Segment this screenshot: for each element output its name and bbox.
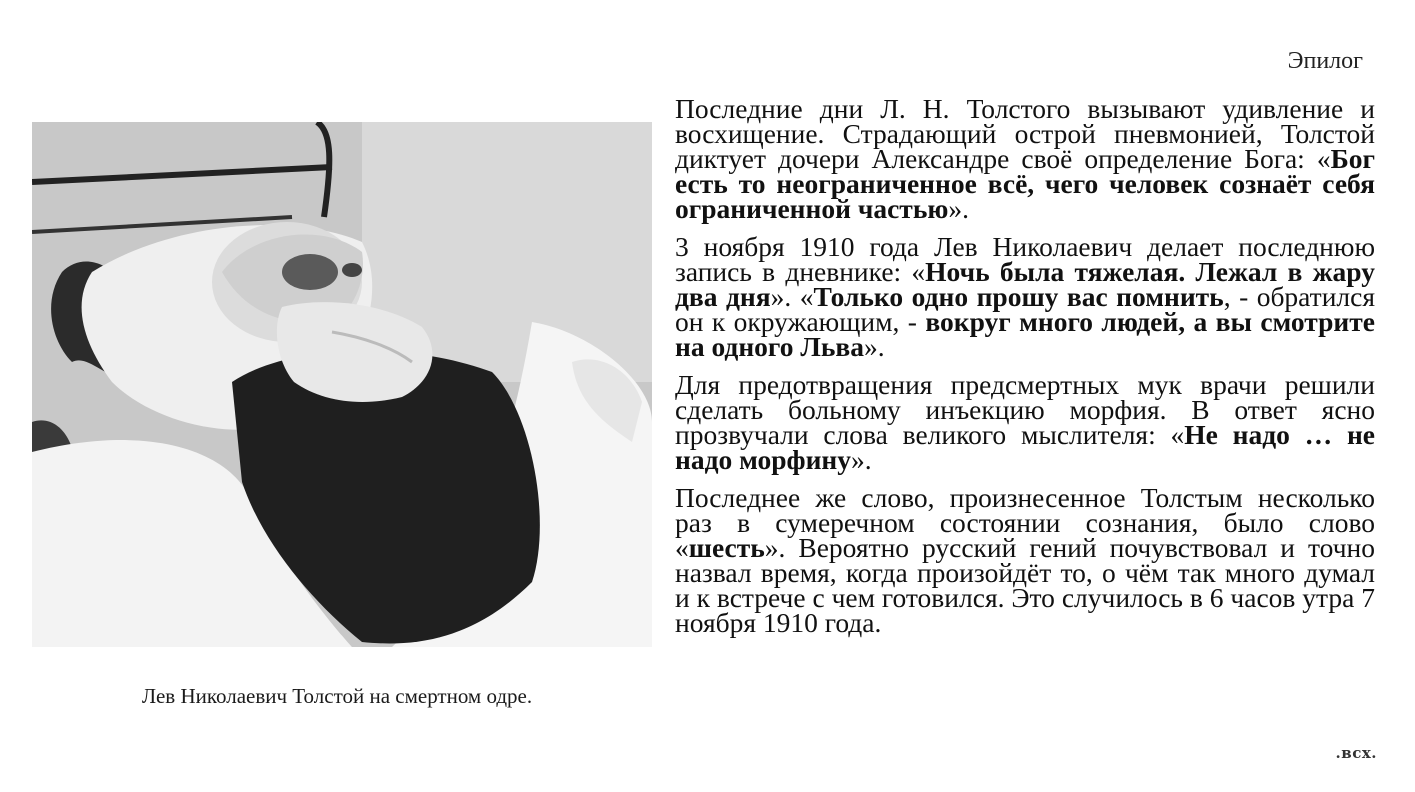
text-span: , - обратился он к окружающим, - [675,281,1375,337]
paragraph-1 [675,93,1375,224]
epilogue-text [675,93,1376,648]
bold-quote: Не надо … не надо морфину [675,419,1376,475]
photo-image [32,122,652,647]
text-span: Последнее же слово, произнесенное Толстым несколько раз в сумеречном состоянии сознания, было слово « [675,482,1375,563]
text-span: ». [864,331,885,362]
bold-quote: вокруг много людей, а вы смотрите на одного Льва [675,306,1375,362]
text-span: ». « [770,281,814,312]
bold-quote: шесть [688,532,765,563]
paragraph-3 [675,369,1376,475]
text-span: 3 ноября 1910 года Лев Николаевич делает последнюю запись в дневнике: « [675,231,1375,287]
photo-caption: Лев Николаевич Толстой на смертном одре. [141,684,533,708]
paragraph-2 [675,231,1375,362]
text-span: Для предотвращения предсмертных мук врачи решили сделать больному инъекцию морфия. В ответ ясно прозвучали слова великого мыслителя: « [675,369,1375,450]
tolstoy-deathbed-photo [32,122,652,647]
text-span: ». [851,444,872,475]
page-heading: Эпилог [1287,48,1363,74]
text-span: ». [948,193,970,224]
text-span: ». Вероятно русский гений почувствовал и точно назвал время, когда произойдёт то, о чём так много думал и к встрече с чем готовился. Это случилось в 6 часов утра 7 ноября 1910 года. [675,532,1375,638]
logo: .всх. [1335,744,1377,762]
bold-quote: Ночь была тяжелая. Лежал в жару два дня [675,256,1375,312]
bold-quote: Бог есть то неограниченное всё, чего человек сознаёт себя ограниченной частью [675,143,1375,224]
bold-quote: Только одно прошу вас помнить [813,281,1224,312]
paragraph-4 [675,482,1375,638]
text-span: Последние дни Л. Н. Толстого вызывают удивление и восхищение. Страдающий острой пневмонией, Толстой диктует дочери Александре своё определение Бога: « [675,93,1375,174]
